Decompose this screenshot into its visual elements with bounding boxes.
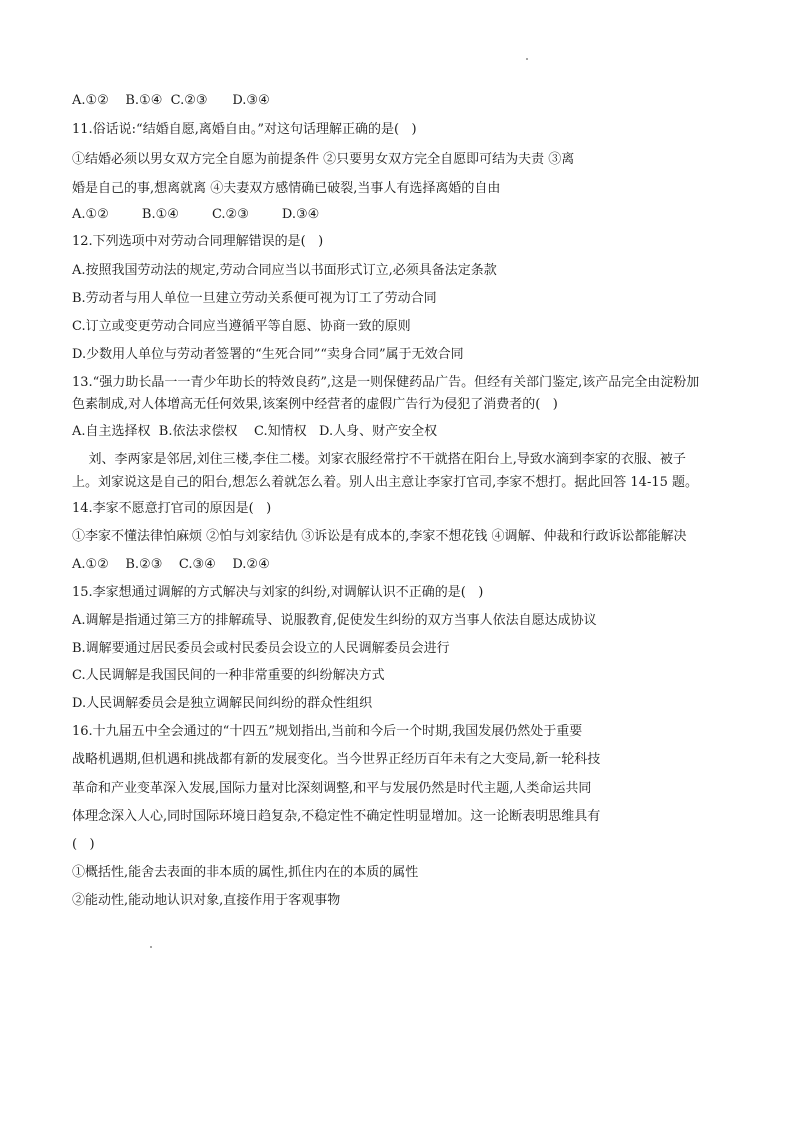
- q11-stem: 11.俗话说:“结婚自愿,离婚自由。”对这句话理解正确的是( ): [72, 122, 417, 137]
- q16-statement-1: ①概括性,能舍去表面的非本质的属性,抓住内在的本质的属性: [72, 865, 419, 880]
- q13-stem-1: 13.“强力助长晶一一青少年助长的特效良药”,这是一则保健药品广告。但经有关部门鉴定,该产品完全由淀粉加: [72, 375, 700, 390]
- q10-options: A.①② B.①④ C.②③ D.③④: [72, 93, 270, 108]
- q13-stem-2: 色素制成,对人体增高无任何效果,该案例中经营者的虚假广告行为侵犯了消费者的( ): [72, 397, 558, 412]
- q15-option-a: A.调解是指通过第三方的排解疏导、说服教育,促使发生纠纷的双方当事人依法自愿达成协议: [72, 613, 597, 628]
- q12-stem: 12.下列选项中对劳动合同理解错误的是( ): [72, 234, 324, 249]
- q15-stem: 15.李家想通过调解的方式解决与刘家的纠纷,对调解认识不正确的是( ): [72, 585, 484, 600]
- q16-stem-1: 16.十九届五中全会通过的“十四五”规划指出,当前和今后一个时期,我国发展仍然处于重要: [72, 724, 583, 739]
- q16-statement-2: ②能动性,能动地认识对象,直接作用于客观事物: [72, 893, 341, 908]
- q16-stem-2: 战略机遇期,但机遇和挑战都有新的发展变化。当今世界正经历百年未有之大变局,新一轮科技: [72, 752, 601, 767]
- q13-options: A.自主选择权 B.依法求偿权 C.知情权 D.人身、财产安全权: [72, 424, 438, 439]
- q11-statements-1: ①结婚必须以男女双方完全自愿为前提条件 ②只要男女双方完全自愿即可结为夫责 ③离: [72, 152, 575, 167]
- q15-option-c: C.人民调解是我国民间的一种非常重要的纠纷解决方式: [72, 668, 385, 683]
- q16-answer-paren: ( ): [72, 837, 95, 852]
- q16-stem-4: 体理念深入人心,同时国际环境日趋复杂,不稳定性不确定性明显增加。这一论断表明思维具有: [72, 809, 601, 824]
- q11-options: A.①② B.①④ C.②③ D.③④: [72, 207, 320, 222]
- q14-options: A.①② B.②③ C.③④ D.②④: [72, 557, 270, 572]
- q11-statements-2: 婚是自己的事,想离就离 ④夫妻双方感情确已破裂,当事人有选择离婚的自由: [72, 181, 501, 196]
- q14-stem: 14.李家不愿意打官司的原因是( ): [72, 501, 272, 516]
- q15-option-b: B.调解要通过居民委员会或村民委员会设立的人民调解委员会进行: [72, 641, 450, 656]
- q15-option-d: D.人民调解委员会是独立调解民间纠纷的群众性组织: [72, 696, 373, 711]
- material-1: 刘、李两家是邻居,刘住三楼,李住二楼。刘家衣服经常拧不干就搭在阳台上,导致水滴到李家的衣服、被子: [72, 452, 686, 467]
- q16-stem-3: 革命和产业变革深入发展,国际力量对比深刻调整,和平与发展仍然是时代主题,人类命运共同: [72, 781, 592, 796]
- q12-option-c: C.订立或变更劳动合同应当遵循平等自愿、协商一致的原则: [72, 319, 411, 334]
- q12-option-a: A.按照我国劳动法的规定,劳动合同应当以书面形式订立,必须具备法定条款: [72, 263, 497, 278]
- material-2: 上。刘家说这是自己的阳台,想怎么着就怎么着。别人出主意让李家打官司,李家不想打。据此回答 14-15 题。: [72, 475, 699, 490]
- q12-option-d: D.少数用人单位与劳动者签署的“生死合同”“卖身合同”属于无效合同: [72, 347, 464, 362]
- scan-mark-bottom: [150, 946, 152, 948]
- scan-mark-top: [526, 58, 528, 60]
- q14-statements: ①李家不懂法律怕麻烦 ②怕与刘家结仇 ③诉讼是有成本的,李家不想花钱 ④调解、仲裁和行政诉讼都能解决: [72, 529, 687, 544]
- q12-option-b: B.劳动者与用人单位一旦建立劳动关系便可视为订工了劳动合同: [72, 291, 437, 306]
